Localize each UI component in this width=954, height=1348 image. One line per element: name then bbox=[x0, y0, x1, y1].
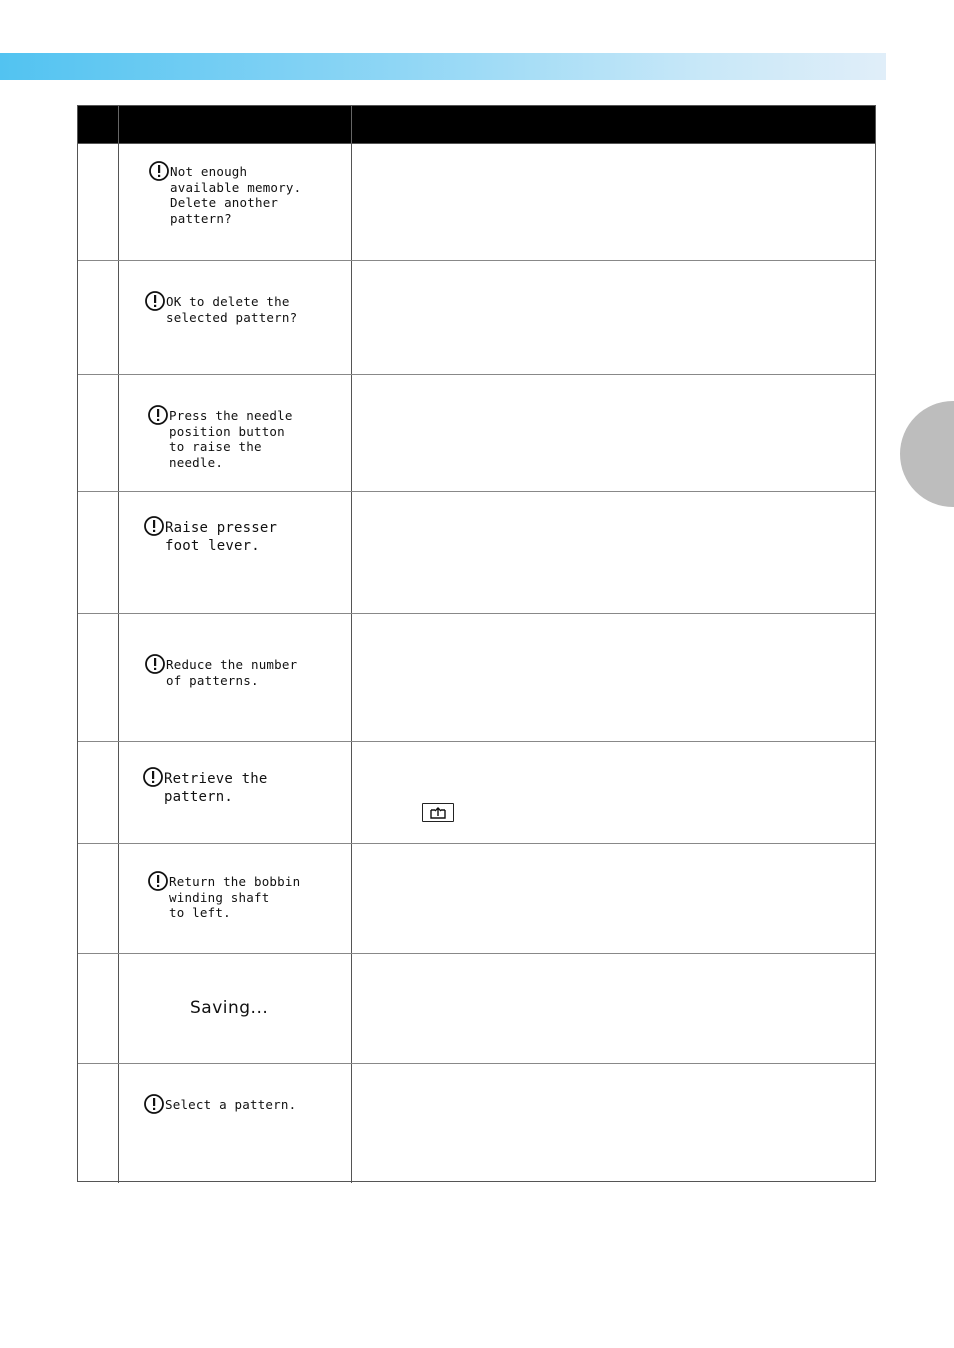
col-divider bbox=[118, 844, 119, 953]
table-row bbox=[78, 614, 875, 742]
table-header bbox=[78, 106, 875, 144]
lcd-message bbox=[148, 164, 301, 226]
lcd-message bbox=[144, 657, 297, 688]
lcd-message-text: Raise presser foot lever. bbox=[165, 520, 278, 554]
col-divider bbox=[118, 492, 119, 613]
warning-icon bbox=[143, 1093, 165, 1115]
lcd-message-text: Return the bobbin winding shaft to left. bbox=[169, 874, 301, 920]
col-divider bbox=[118, 144, 119, 260]
lcd-message-text: Retrieve the pattern. bbox=[164, 771, 268, 805]
col-divider bbox=[118, 742, 119, 843]
col-divider bbox=[118, 261, 119, 374]
memory-retrieve-key-icon bbox=[422, 803, 454, 822]
warning-icon bbox=[147, 870, 169, 892]
lcd-message-text: Press the needle position button to raise the needle. bbox=[169, 408, 293, 470]
warning-icon bbox=[144, 290, 166, 312]
table-row bbox=[78, 742, 875, 844]
warning-icon bbox=[147, 404, 169, 426]
lcd-message bbox=[144, 294, 297, 325]
retrieve-arrow-icon bbox=[428, 806, 448, 820]
col-divider bbox=[351, 375, 352, 491]
lcd-message-text: Not enough available memory. Delete another pattern? bbox=[170, 164, 302, 226]
lcd-message bbox=[147, 408, 293, 470]
warning-icon bbox=[142, 766, 164, 788]
lcd-message bbox=[143, 519, 277, 555]
lcd-message-text: Reduce the number of patterns. bbox=[166, 657, 298, 688]
lcd-message-text: Saving... bbox=[190, 998, 269, 1018]
lcd-message bbox=[142, 770, 268, 806]
lcd-message-text: Select a pattern. bbox=[165, 1097, 297, 1112]
header-color-bar bbox=[0, 53, 886, 80]
table-row bbox=[78, 1064, 875, 1183]
warning-icon bbox=[144, 653, 166, 675]
table-row bbox=[78, 261, 875, 375]
table-row bbox=[78, 492, 875, 614]
lcd-message-text: OK to delete the selected pattern? bbox=[166, 294, 298, 325]
error-message-table bbox=[77, 105, 876, 1182]
col-divider bbox=[351, 614, 352, 741]
warning-icon bbox=[148, 160, 170, 182]
col-divider bbox=[351, 261, 352, 374]
col-divider bbox=[118, 954, 119, 1063]
chapter-side-tab bbox=[900, 401, 954, 507]
table-row bbox=[78, 375, 875, 492]
lcd-message bbox=[190, 998, 269, 1018]
lcd-message bbox=[147, 874, 300, 921]
col-divider bbox=[351, 954, 352, 1063]
col-divider bbox=[118, 614, 119, 741]
table-row bbox=[78, 144, 875, 261]
warning-icon bbox=[143, 515, 165, 537]
header-divider bbox=[351, 106, 352, 143]
col-divider bbox=[351, 1064, 352, 1183]
col-divider bbox=[351, 144, 352, 260]
lcd-message bbox=[143, 1097, 296, 1115]
col-divider bbox=[351, 844, 352, 953]
table-row bbox=[78, 954, 875, 1064]
col-divider bbox=[118, 375, 119, 491]
col-divider bbox=[351, 492, 352, 613]
table-row bbox=[78, 844, 875, 954]
col-divider bbox=[118, 1064, 119, 1183]
col-divider bbox=[351, 742, 352, 843]
header-divider bbox=[118, 106, 119, 143]
